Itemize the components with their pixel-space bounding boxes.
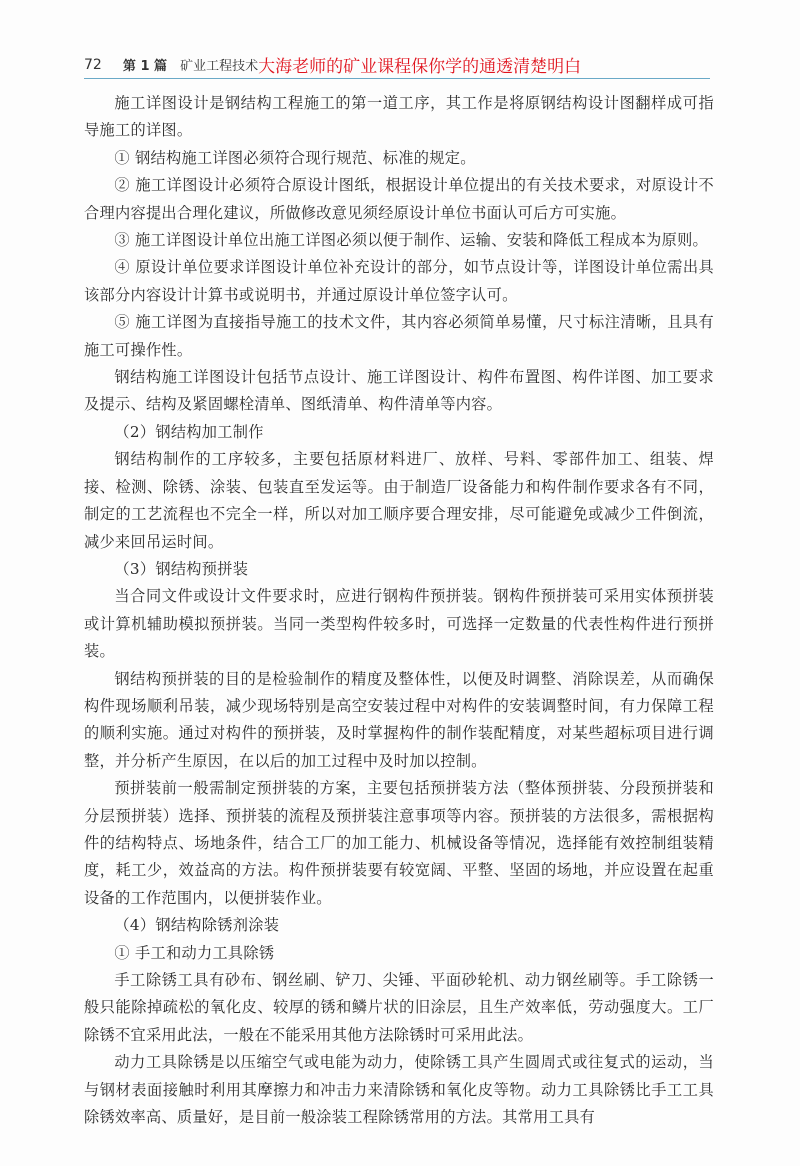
paragraph: 动力工具除锈是以压缩空气或电能为动力，使除锈工具产生圆周式或往复式的运动，当与钢材表面接触时利用其摩擦力和冲击力来清除锈和氧化皮等物。动力工具除锈比手工工具除锈效率高、质量好，是目前一般涂装工程除锈常用的方法。其常用工具有 bbox=[84, 1053, 714, 1127]
paragraph: 预拼装前一般需制定预拼装的方案，主要包括预拼装方法（整体预拼装、分段预拼装和分层预拼装）选择、预拼装的流程及预拼装注意事项等内容。预拼装的方法很多，需根据构件的结构特点、场地条件，结合工厂的加工能力、机械设备等情况，选择能有效控制组装精度，耗工少，效益高的方法。构件预拼装要有较宽阔、平整、坚固的场地，并应设置在起重设备的工作范围内，以便拼装作业。 bbox=[84, 779, 714, 907]
paragraph: 当合同文件或设计文件要求时，应进行钢构件预拼装。钢构件预拼装可采用实体预拼装或计算机辅助模拟预拼装。当同一类型构件较多时，可选择一定数量的代表性构件进行预拼装。 bbox=[84, 587, 714, 661]
list-item: ③ 施工详图设计单位出施工详图必须以便于制作、运输、安装和降低工程成本为原则。 bbox=[114, 231, 709, 250]
subsection-heading: ① 手工和动力工具除锈 bbox=[114, 943, 275, 962]
section-heading: （2）钢结构加工制作 bbox=[114, 422, 264, 441]
chapter-label: 第 1 篇 bbox=[122, 59, 168, 74]
list-item: ① 钢结构施工详图必须符合现行规范、标准的规定。 bbox=[114, 148, 476, 167]
paragraph: 手工除锈工具有砂布、钢丝刷、铲刀、尖锤、平面砂轮机、动力钢丝刷等。手工除锈一般只能除掉疏松的氧化皮、较厚的锈和鳞片状的旧涂层，且生产效率低，劳动强度大。工厂除锈不宜采用此法，一般在不能采用其他方法除锈时可采用此法。 bbox=[84, 971, 714, 1044]
section-heading: （3）钢结构预拼装 bbox=[114, 559, 249, 578]
list-item: ② 施工详图设计必须符合原设计图纸，根据设计单位提出的有关技术要求，对原设计不合理内容提出合理化建议，所做修改意见须经原设计单位书面认可后方可实施。 bbox=[84, 176, 714, 222]
section-heading: （4）钢结构除锈剂涂装 bbox=[114, 916, 280, 935]
paragraph: 钢结构制作的工序较多，主要包括原材料进厂、放样、号料、零部件加工、组装、焊接、检测、除锈、涂装、包装直至发运等。由于制造厂设备能力和构件制作要求各有不同，制定的工艺流程也不完全一样，所以对加工顺序要合理安排，尽可能避免或减少工件倒流，减少来回吊运时间。 bbox=[84, 450, 714, 551]
page-header bbox=[84, 52, 716, 78]
body-text bbox=[84, 90, 714, 1131]
watermark-text: 大海老师的矿业课程保你学的通透清楚明白 bbox=[258, 57, 582, 77]
page-number: 72 bbox=[84, 56, 102, 73]
paragraph: 施工详图设计是钢结构工程施工的第一道工序，其工作是将原钢结构设计图翻样成可指导施工的详图。 bbox=[84, 94, 714, 140]
paragraph: 钢结构施工详图设计包括节点设计、施工详图设计、构件布置图、构件详图、加工要求及提示、结构及紧固螺栓清单、图纸清单、构件清单等内容。 bbox=[84, 368, 714, 414]
chapter-title: 矿业工程技术 bbox=[180, 59, 259, 74]
list-item: ④ 原设计单位要求详图设计单位补充设计的部分，如节点设计等，详图设计单位需出具该部分内容设计计算书或说明书，并通过原设计单位签字认可。 bbox=[84, 258, 714, 304]
header-rule bbox=[84, 78, 710, 79]
paragraph: 钢结构预拼装的目的是检验制作的精度及整体性，以便及时调整、消除误差，从而确保构件现场顺利吊装，减少现场特别是高空安装过程中对构件的安装调整时间，有力保障工程的顺利实施。通过对构件的预拼装，及时掌握构件的制作装配精度，对某些超标项目进行调整，并分析产生原因，在以后的加工过程中及时加以控制。 bbox=[84, 669, 714, 770]
list-item: ⑤ 施工详图为直接指导施工的技术文件，其内容必须简单易懂，尺寸标注清晰，且具有施工可操作性。 bbox=[84, 313, 714, 359]
